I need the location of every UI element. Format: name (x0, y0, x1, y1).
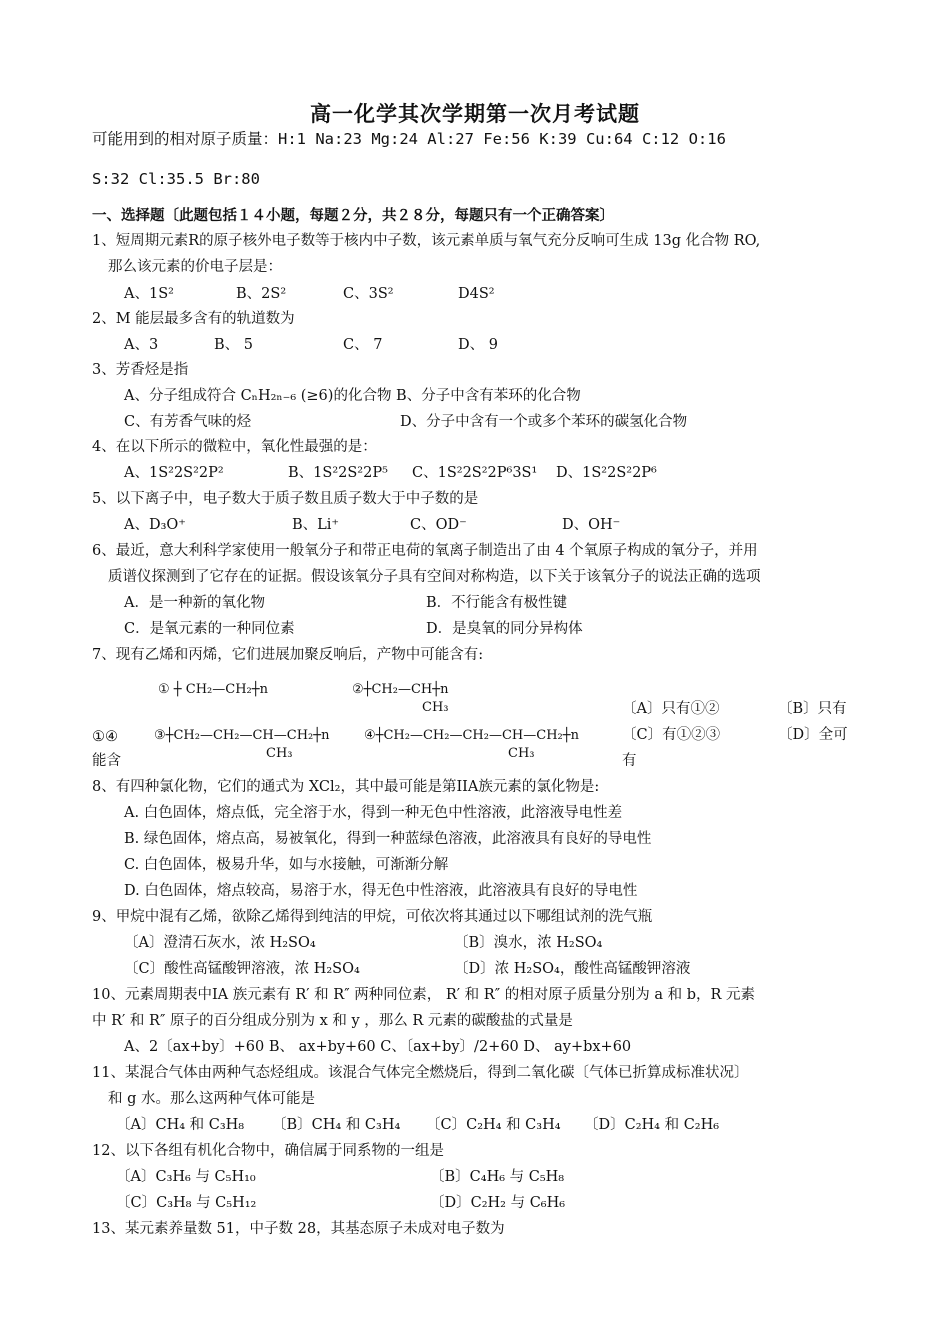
q8-option-d: D. 白色固体，熔点较高，易溶于水，得无色中性溶液，此溶液具有良好的导电性 (124, 883, 638, 899)
q1-option-c: C、3S² (343, 286, 394, 302)
q4-stem: 4、在以下所示的微粒中，氧化性最强的是： (92, 439, 377, 455)
q7-structure-1: ① ┼ CH₂—CH₂┼n (158, 682, 268, 697)
q7-structure-2-branch: CH₃ (422, 700, 449, 715)
q7-option-d-cont-left: 能含 (92, 753, 121, 769)
q4-option-a: A、1S²2S²2P² (124, 465, 224, 481)
atomic-masses-line-2: S:32 Cl:35.5 Br:80 (92, 170, 260, 188)
q12-stem: 12、以下各组有机化合物中，确信属于同系物的一组是 (92, 1143, 444, 1159)
q6-stem-2: 质谱仪探测到了它存在的证据。假设该氧分子具有空间对称构造，以下关于该氧分子的说法正确的选项 (108, 569, 761, 585)
q7-option-d: 〔D〕全可 (778, 727, 848, 743)
q9-option-d: 〔D〕浓 H₂SO₄，酸性高锰酸钾溶液 (454, 961, 691, 977)
q5-stem: 5、以下离子中，电子数大于质子数且质子数大于中子数的是 (92, 491, 479, 507)
q3-option-ab: A、分子组成符合 CₙH₂ₙ₋₆ (≥6)的化合物 B、分子中含有苯环的化合物 (124, 388, 581, 404)
q9-option-a: 〔A〕澄清石灰水，浓 H₂SO₄ (124, 935, 316, 951)
q10-options: A、2〔ax+by〕+60 B、 ax+by+60 C、〔ax+by〕/2+60 D、 ay+bx+60 (124, 1039, 632, 1055)
q5-option-c: C、OD⁻ (410, 517, 467, 533)
q1-stem-1: 1、短周期元素R的原子核外电子数等于核内中子数，该元素单质与氧气充分反响可生成 13g 化合物 RO, (92, 233, 761, 249)
q10-stem-1: 10、元素周期表中ⅠA 族元素有 R′ 和 R″ 两种同位素， R′ 和 R″ 的相对原子质量分别为 a 和 b，R 元素 (92, 987, 755, 1003)
q6-option-d: D．是臭氧的同分异构体 (426, 621, 583, 637)
q6-option-c: C．是氧元素的一种同位素 (124, 621, 295, 637)
q2-option-b: B、 5 (214, 337, 253, 353)
q13-stem: 13、某元素养量数 51，中子数 28，其基态原子未成对电子数为 (92, 1221, 505, 1237)
q1-option-b: B、2S² (236, 286, 287, 302)
q2-option-d: D、 9 (458, 337, 498, 353)
q3-option-c: C、有芳香气味的烃 (124, 414, 252, 430)
q7-option-b: 〔B〕只有 (778, 701, 847, 717)
q1-option-a: A、1S² (124, 286, 174, 302)
q2-stem: 2、M 能层最多含有的轨道数为 (92, 311, 295, 327)
q1-stem-2: 那么该元素的价电子层是： (108, 259, 282, 275)
q7-structure-4: ④┼CH₂—CH₂—CH₂—CH—CH₂┼n (364, 728, 579, 743)
q5-option-b: B、Li⁺ (292, 517, 340, 533)
q11-option-c: 〔C〕C₂H₄ 和 C₃H₄ (426, 1117, 561, 1133)
q11-option-b: 〔B〕CH₄ 和 C₃H₄ (272, 1117, 401, 1133)
page-title: 高一化学其次学期第一次月考试题 (310, 101, 640, 126)
q5-option-a: A、D₃O⁺ (124, 517, 186, 533)
q8-option-b: B. 绿色固体，熔点高，易被氧化，得到一种蓝绿色溶液，此溶液具有良好的导电性 (124, 831, 652, 847)
q7-option-a: 〔A〕只有①② (622, 701, 720, 717)
q8-option-c: C. 白色固体，极易升华，如与水接触，可渐渐分解 (124, 857, 449, 873)
q7-structure-4-branch: CH₃ (508, 746, 535, 761)
q7-structure-3: ③┼CH₂—CH₂—CH—CH₂┼n (154, 728, 330, 743)
q7-option-b-cont: ①④ (92, 729, 118, 745)
q4-option-b: B、1S²2S²2P⁵ (288, 465, 388, 481)
q7-option-c: 〔C〕有①②③ (622, 727, 721, 743)
q12-option-a: 〔A〕C₃H₆ 与 C₅H₁₀ (116, 1169, 256, 1185)
q10-stem-2: 中 R′ 和 R″ 原子的百分组成分别为 x 和 y ，那么 R 元素的碳酸盐的式量是 (92, 1013, 573, 1029)
q8-option-a: A. 白色固体，熔点低，完全溶于水，得到一种无色中性溶液，此溶液导电性差 (124, 805, 623, 821)
q12-option-d: 〔D〕C₂H₂ 与 C₆H₆ (430, 1195, 566, 1211)
q11-option-a: 〔A〕CH₄ 和 C₃H₈ (116, 1117, 245, 1133)
q6-stem-1: 6、最近，意大利科学家使用一般氧分子和带正电荷的氧离子制造出了由 4 个氧原子构成的氧分子，并用 (92, 543, 758, 559)
q7-structure-3-branch: CH₃ (266, 746, 293, 761)
q4-option-d: D、1S²2S²2P⁶ (556, 465, 657, 481)
q6-option-a: A．是一种新的氧化物 (124, 595, 265, 611)
q2-option-c: C、 7 (343, 337, 383, 353)
q2-option-a: A、3 (124, 337, 159, 353)
q5-option-d: D、OH⁻ (562, 517, 621, 533)
q12-option-b: 〔B〕C₄H₆ 与 C₅H₈ (430, 1169, 565, 1185)
q11-stem-2: 和 g 水。那么这两种气体可能是 (108, 1091, 315, 1107)
q1-option-d: D4S² (458, 286, 495, 302)
q7-stem: 7、现有乙烯和丙烯，它们进展加聚反响后，产物中可能含有: (92, 647, 484, 663)
q3-stem: 3、芳香烃是指 (92, 362, 189, 378)
q7-structure-2: ②┼CH₂—CH┼n (352, 682, 449, 697)
q9-option-c: 〔C〕酸性高锰酸钾溶液，浓 H₂SO₄ (124, 961, 360, 977)
q6-option-b: B．不行能含有极性键 (426, 595, 568, 611)
q8-stem: 8、有四种氯化物，它们的通式为 XCl₂，其中最可能是第IIA族元素的氯化物是: (92, 779, 600, 795)
q9-stem: 9、甲烷中混有乙烯，欲除乙烯得到纯洁的甲烷，可依次将其通过以下哪组试剂的洗气瓶 (92, 909, 653, 925)
q11-option-d: 〔D〕C₂H₄ 和 C₂H₆ (584, 1117, 720, 1133)
q3-option-d: D、分子中含有一个或多个苯环的碳氢化合物 (400, 414, 688, 430)
q9-option-b: 〔B〕溴水，浓 H₂SO₄ (454, 935, 603, 951)
q12-option-c: 〔C〕C₃H₈ 与 C₅H₁₂ (116, 1195, 257, 1211)
atomic-masses-line-1: 可能用到的相对原子质量：H:1 Na:23 Mg:24 Al:27 Fe:56 K:39 Cu:64 C:12 O:16 (92, 130, 726, 148)
q4-option-c: C、1S²2S²2P⁶3S¹ (412, 465, 538, 481)
q11-stem-1: 11、某混合气体由两种气态烃组成。该混合气体完全燃烧后，得到二氧化碳〔气体已折算成标准状况〕 (92, 1065, 749, 1081)
section-heading: 一、选择题〔此题包括１４小题，每题２分，共２８分，每题只有一个正确答案〕 (92, 207, 614, 224)
q7-option-d-cont-right: 有 (622, 753, 637, 769)
